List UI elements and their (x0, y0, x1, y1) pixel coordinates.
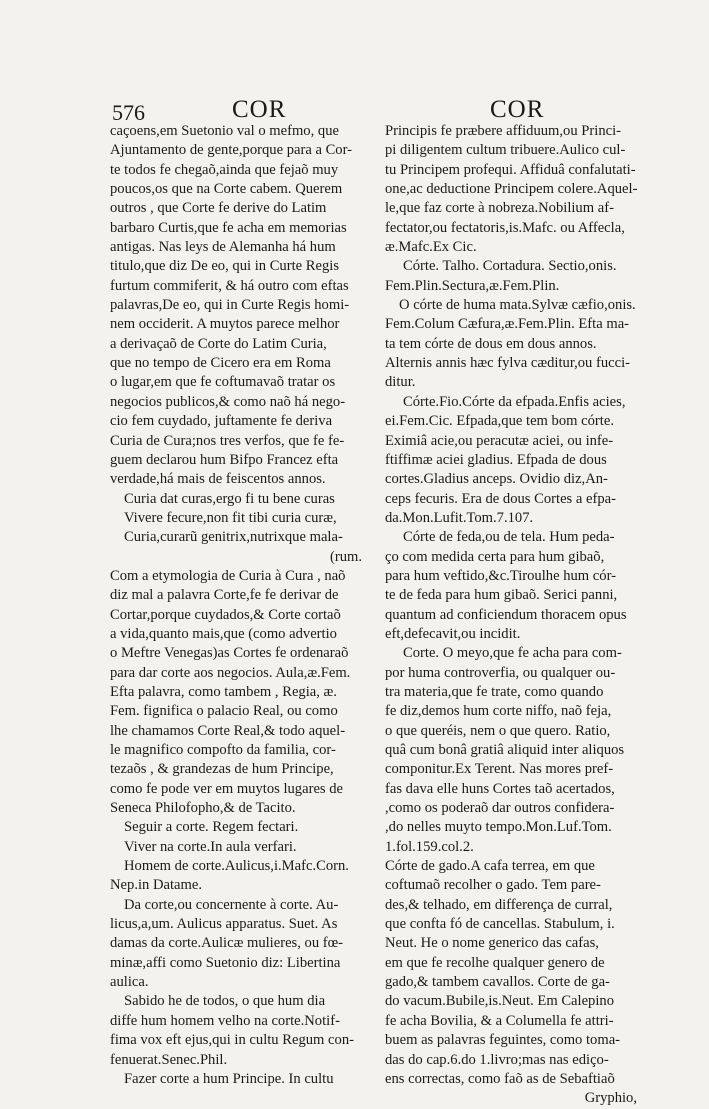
text-line: te de feda para hum gibaõ. Serici panni, (385, 587, 618, 604)
text-line: fe acha Bovilia, & a Columella fe attri- (385, 1012, 614, 1029)
text-line: Da corte,ou concernente à corte. Au- (124, 896, 339, 913)
text-line: lhe chamamos Corte Real,& todo aquel- (110, 722, 346, 739)
text-line: tu Principem profequi. Affiduâ confalutati- (385, 161, 636, 178)
text-line: minæ,affi como Suetonio diz: Libertina (110, 954, 341, 971)
text-line: da.Mon.Lufit.Tom.7.107. (385, 509, 534, 526)
text-line: quantum ad conficiendum thoracem opus (385, 606, 627, 623)
running-head-left: COR (232, 96, 287, 123)
text-line: quâ cum bonâ gratiâ aliquid inter aliquos (385, 742, 625, 758)
text-line: eft,defecavit,ou incidit. (385, 625, 521, 642)
text-line: barbaro Curtis,que fe acha em memorias (110, 219, 347, 236)
text-line: Com a etymologia de Curia à Cura , naõ (110, 567, 346, 584)
text-line: das do cap.6.do 1.livro;mas nas ediço- (385, 1051, 609, 1068)
text-line: Cortar,porque cuydados,& Corte cortaõ (110, 606, 341, 623)
text-line: para dar corte aos negocios. Aula,æ.Fem. (110, 664, 351, 681)
text-line: tezaõs , & grandezas de hum Principe, (110, 761, 334, 778)
text-line: Neut. He o nome generico das cafas, (385, 935, 599, 952)
text-line: ,do nelles muyto tempo.Mon.Luf.Tom. (385, 819, 612, 836)
text-line: poucos,os que na Corte cabem. Querem (110, 181, 343, 198)
text-line: fenuerat.Senec.Phil. (110, 1051, 228, 1068)
text-line: (rum. (329, 548, 362, 565)
text-line: 1.fol.159.col.2. (385, 838, 474, 855)
text-line: ta tem córte de dous em dous annos. (385, 335, 597, 352)
text-line: Nep.in Datame. (110, 877, 202, 894)
text-line: fectator,ou fectatoris,is.Mafc. ou Affecla, (385, 219, 625, 236)
text-line: tra materia,que fe trate, como quando (385, 683, 604, 700)
text-line: o Meftre Venegas)as Cortes fe ordenaraõ (110, 645, 349, 662)
text-line: Corte. O meyo,que fe acha para com- (403, 645, 622, 662)
text-line: Curia dat curas,ergo fi tu bene curas (124, 490, 335, 507)
text-line: Seneca Philofopho,& de Tacito. (110, 800, 296, 817)
text-line: outros , que Corte fe derive do Latim (110, 200, 327, 217)
text-line: Fem.Plin.Sectura,æ.Fem.Plin. (385, 277, 560, 294)
text-line: Eximiâ acie,ou peracutæ aciei, ou infe- (385, 432, 614, 449)
text-line: nem occiderit. A muytos parece melhor (110, 316, 340, 333)
text-line: cio fem cuydado, juftamente fe deriva (110, 413, 333, 430)
text-line: Fazer corte a hum Principe. In cultu (124, 1070, 334, 1087)
text-line: antigas. Nas leys de Alemanha há hum (110, 239, 336, 256)
text-line: Fem.Colum Cæfura,æ.Fem.Plin. Efta ma- (385, 316, 630, 333)
text-line: Sabido he de todos, o que hum dia (124, 993, 326, 1010)
text-line: ftiffimæ aciei gladius. Efpada de dous (385, 451, 607, 468)
text-line: a derivaçaõ de Corte do Latim Curia, (110, 335, 327, 352)
text-line: verdade,há mais de feiscentos annos. (110, 471, 326, 488)
text-line: palavras,De eo, qui in Curte Regis homi- (110, 297, 350, 314)
text-line: Córte. Talho. Cortadura. Sectio,onis. (403, 258, 617, 275)
text-line: Ajuntamento de gente,porque para a Cor- (110, 142, 353, 159)
text-line: o que queréis, nem o que quero. Ratio, (385, 722, 611, 739)
text-line: ens correctas, como faõ as de Sebaftiaõ (385, 1070, 615, 1087)
text-line: que no tempo de Cicero era em Roma (110, 355, 331, 372)
text-line: em que fe recolhe qualquer genero de (385, 954, 605, 971)
text-line: negocios publicos,& como naõ há nego- (110, 393, 346, 410)
text-line: Córte de feda,ou de tela. Hum peda- (403, 529, 615, 546)
text-line: Efta palavra, como tambem , Regia, æ. (110, 683, 337, 700)
text-line: o lugar,em que fe coftumavaõ tratar os (110, 374, 336, 391)
text-line: pi diligentem cultum tribuere.Aulico cul- (385, 142, 626, 159)
text-line: Córte de gado.A cafa terrea, em que (385, 858, 595, 875)
text-line: one,ac deductione Principem colere.Aquel- (385, 181, 637, 198)
running-head-right: COR (490, 96, 545, 123)
text-line: guem declarou hum Bifpo Francez efta (110, 451, 339, 468)
text-line: gado,& tambem cavallos. Corte de ga- (385, 974, 610, 991)
text-line: Curia de Cura;nos tres verfos, que fe fe- (110, 432, 345, 449)
text-line: aulica. (110, 974, 149, 991)
text-line: Vivere fecure,non fit tibi curia curæ, (124, 509, 337, 526)
text-line: damas da corte.Aulicæ mulieres, ou fœ- (110, 935, 344, 952)
text-line: fe diz,demos hum corte niffo, naõ feja, (385, 703, 612, 720)
text-line: ceps fecuris. Era de dous Cortes a efpa- (385, 490, 616, 507)
text-line: titulo,que diz De eo, qui in Curte Regis (110, 258, 340, 275)
text-line: para hum veftido,&c.Tiroulhe hum cór- (385, 567, 616, 584)
text-line: ço com medida certa para hum gibaõ, (385, 548, 605, 565)
text-line: a vida,quanto mais,que (como advertio (110, 625, 337, 642)
text-line: Alternis annis hæc fylva cæditur,ou fucci- (385, 355, 631, 372)
text-line: le,que faz corte à nobreza.Nobilium af- (385, 200, 614, 217)
text-line: ,como os poderaõ dar outros confidera- (385, 800, 615, 817)
text-line: como fe pode ver em muytos lugares de (110, 780, 344, 797)
text-line: furtum commiferit, & há outro com eftas (110, 277, 349, 294)
text-line: Curia,curarũ genitrix,nutrixque mala- (124, 529, 343, 546)
text-line: buem as palavras feguintes, como toma- (385, 1032, 621, 1049)
text-line: fima vox eft ejus,qui in cultu Regum con- (110, 1032, 354, 1049)
text-line: æ.Mafc.Ex Cic. (385, 239, 477, 256)
text-line: do vacum.Bubile,is.Neut. Em Calepino (385, 993, 615, 1010)
text-line: cortes.Gladius anceps. Ovidio diz,An- (385, 471, 608, 488)
text-line: Seguir a corte. Regem fectari. (124, 819, 299, 836)
text-line: O córte de huma mata.Sylvæ cæfio,onis. (399, 297, 636, 314)
right-column (385, 122, 637, 1109)
text-line: por huma controverfia, ou qualquer ou- (385, 664, 616, 681)
text-line: Viver na corte.In aula verfari. (124, 838, 297, 855)
text-line: coftumaõ recolher o gado. Tem pare- (385, 877, 601, 894)
text-line: le magnifico compofto da familia, cor- (110, 742, 336, 758)
text-line: Gryphio, (584, 1090, 637, 1107)
text-line: licus,a,um. Aulicus apparatus. Suet. As (110, 916, 338, 933)
text-line: que confta fó de cancellas. Stabulum, i. (385, 916, 615, 933)
text-line: fas dava elle huns Cortes taõ acertados, (385, 780, 615, 797)
text-line: Principis fe præbere affiduum,ou Princi- (385, 123, 622, 139)
text-line: Córte.Fio.Córte da efpada.Enfis acies, (403, 393, 626, 410)
text-line: Fem. fignifica o palacio Real, ou como (110, 703, 338, 720)
text-line: te todos fe chegaõ,ainda que fejaõ muy (110, 161, 339, 178)
text-line: caçoens,em Suetonio val o mefmo, que (110, 123, 339, 139)
text-line: des,& telhado, em differença de curral, (385, 896, 613, 913)
page-number: 576 (112, 100, 145, 125)
text-line: Homem de corte.Aulicus,i.Mafc.Corn. (124, 858, 349, 875)
text-line: diz mal a palavra Corte,fe fe derivar de (110, 587, 339, 604)
left-column (110, 122, 362, 1089)
text-line: componitur.Ex Terent. Nas mores pref- (385, 761, 614, 778)
text-line: ditur. (385, 374, 416, 391)
text-line: ei.Fem.Cic. Efpada,que tem bom córte. (385, 413, 614, 430)
text-line: diffe hum homem velho na corte.Notif- (110, 1012, 340, 1029)
